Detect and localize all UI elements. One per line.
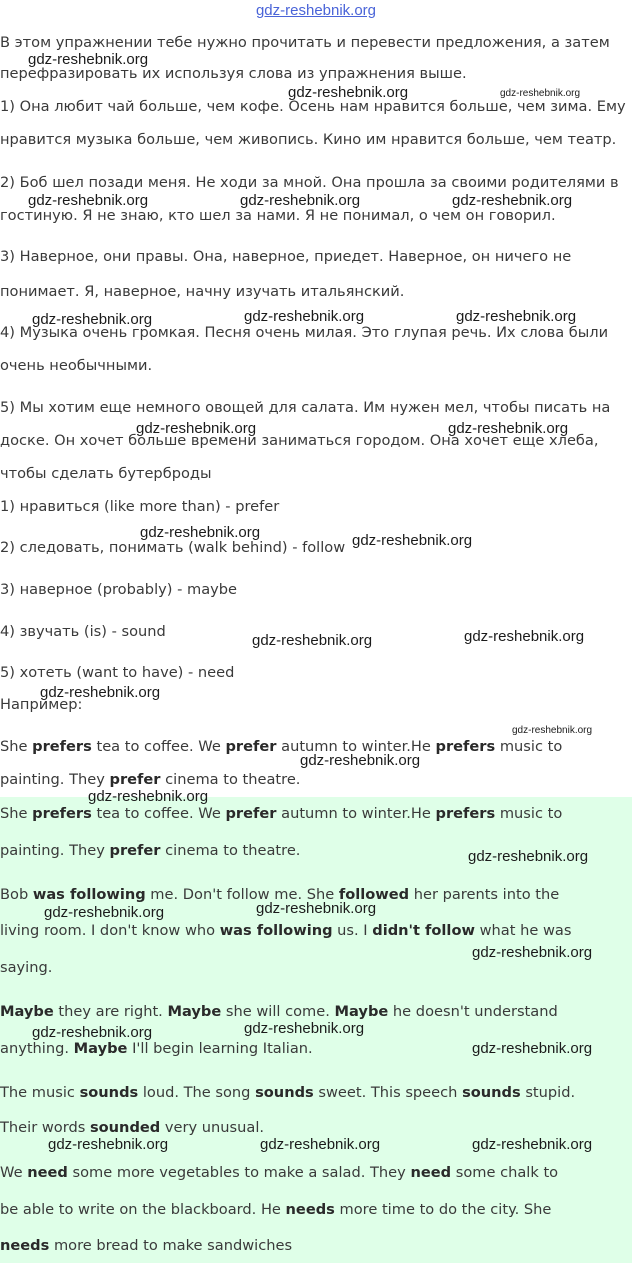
text-segment: very unusual. [160,1119,265,1136]
keyword: Maybe [0,1003,54,1020]
keyword: sounds [462,1084,521,1101]
text-segment: more bread to make sandwiches [49,1237,293,1254]
sentence-line: 1) Она любит чай больше, чем кофе. Осень нам нравится больше, чем зима. Ему [0,98,626,115]
text-segment: some chalk to [451,1164,559,1181]
watermark: gdz-reshebnik.org [456,308,577,325]
sentence-line: чтобы сделать бутерброды [0,465,212,482]
text-segment: She [0,738,33,755]
sentence-line: понимает. Я, наверное, начну изучать итальянский. [0,283,405,300]
watermark: gdz-reshebnik.org [260,1136,381,1153]
watermark: gdz-reshebnik.org [28,192,149,209]
text-segment: painting. They [0,771,110,788]
answer-line [0,1082,632,1104]
watermark: gdz-reshebnik.org [40,684,161,701]
text-segment: autumn to winter.He [276,738,436,755]
text-segment: tea to coffee. We [91,738,226,755]
watermark: gdz-reshebnik.org [472,944,593,961]
sentence-line: 2) Боб шел позади меня. Не ходи за мной. Она прошла за своими родителями в [0,174,619,191]
sentence-line: гостиную. Я не знаю, кто шел за нами. Я не понимал, о чем он говорил. [0,207,556,224]
keyword: prefers [435,805,496,822]
keyword: sounds [255,1084,314,1101]
keyword: needs [0,1237,50,1254]
text-segment: some more vegetables to make a salad. They [67,1164,411,1181]
text-segment: music to [495,738,563,755]
answer-line [0,1162,632,1184]
text-segment: her parents into the [409,886,560,903]
keyword: prefers [32,805,92,822]
text-segment: She [0,805,33,822]
keyword: need [410,1164,452,1181]
text-segment: painting. They [0,842,110,859]
sentence-line: 5) Мы хотим еще немного овощей для салата. Им нужен мел, чтобы писать на [0,399,611,416]
text-segment: what he was [474,922,572,939]
watermark: gdz-reshebnik.org [32,311,153,328]
watermark: gdz-reshebnik.org [244,1020,365,1037]
text-segment: stupid. [520,1084,576,1101]
keyword: sounded [89,1119,161,1136]
vocab-item: 5) хотеть (want to have) - need [0,664,235,681]
keyword: prefer [109,771,161,788]
watermark: gdz-reshebnik.org [452,192,573,209]
text-segment: me. Don't follow me. She [145,886,339,903]
text-segment: Bob [0,886,33,903]
text-segment: tea to coffee. We [91,805,226,822]
watermark: gdz-reshebnik.org [256,900,377,917]
text-segment: I'll begin learning Italian. [127,1040,313,1057]
text-segment: more time to do the city. She [334,1201,552,1218]
keyword: was following [32,886,146,903]
keyword: was following [219,922,333,939]
keyword: prefer [225,738,277,755]
watermark: gdz-reshebnik.org [28,51,149,68]
watermark: gdz-reshebnik.org [464,628,585,645]
text-segment: autumn to winter.He [276,805,436,822]
keyword: followed [338,886,410,903]
text-segment: loud. The song [138,1084,256,1101]
text-segment: living room. I don't know who [0,922,220,939]
text-segment: he doesn't understand [388,1003,558,1020]
keyword: prefer [109,842,161,859]
watermark: gdz-reshebnik.org [244,308,365,325]
text-segment: cinema to theatre. [160,842,301,859]
sentence-line: очень необычными. [0,357,153,374]
watermark: gdz-reshebnik.org [500,88,581,99]
answer-line [0,1199,632,1221]
text-segment: sweet. This speech [313,1084,463,1101]
text-segment: We [0,1164,28,1181]
watermark: gdz-reshebnik.org [300,752,421,769]
answer-line [0,803,632,825]
keyword: prefers [435,738,496,755]
vocab-item: 1) нравиться (like more than) - prefer [0,498,280,515]
keyword: Maybe [334,1003,389,1020]
keyword: need [27,1164,68,1181]
sentence-line: нравится музыка больше, чем живопись. Кино им нравится больше, чем театр. [0,131,617,148]
watermark: gdz-reshebnik.org [140,524,261,541]
watermark: gdz-reshebnik.org [48,1136,169,1153]
watermark: gdz-reshebnik.org [472,1040,593,1057]
sentence-line: доске. Он хочет больше времени заниматься городом. Она хочет еще хлеба, [0,432,599,449]
watermark: gdz-reshebnik.org [288,84,409,101]
watermark: gdz-reshebnik.org [32,1024,153,1041]
site-header-link[interactable]: gdz-reshebnik.org [255,2,377,19]
sentence-line: 3) Наверное, они правы. Она, наверное, приедет. Наверное, он ничего не [0,248,572,265]
intro-line: В этом упражнении тебе нужно прочитать и перевести предложения, а затем [0,34,610,51]
keyword: prefers [32,738,92,755]
text-segment: saying. [0,959,53,976]
text-segment: they are right. [53,1003,168,1020]
watermark: gdz-reshebnik.org [136,420,257,437]
watermark: gdz-reshebnik.org [352,532,473,549]
watermark: gdz-reshebnik.org [468,848,589,865]
text-segment: Their words [0,1119,90,1136]
keyword: sounds [79,1084,139,1101]
keyword: Maybe [167,1003,222,1020]
text-segment: she will come. [221,1003,335,1020]
keyword: needs [285,1201,335,1218]
intro-line: перефразировать их используя слова из упражнения выше. [0,65,467,82]
watermark: gdz-reshebnik.org [512,725,593,736]
example-label: Например: [0,696,83,713]
sentence-line: 4) Музыка очень громкая. Песня очень милая. Это глупая речь. Их слова были [0,324,609,341]
answer-line [0,1235,632,1257]
watermark: gdz-reshebnik.org [88,788,209,805]
vocab-item: 2) следовать, понимать (walk behind) - follow [0,539,346,556]
vocab-item: 3) наверное (probably) - maybe [0,581,238,598]
keyword: didn't follow [372,922,475,939]
text-segment: cinema to theatre. [160,771,301,788]
text-segment: The music [0,1084,80,1101]
text-segment: anything. [0,1040,74,1057]
text-segment: be able to write on the blackboard. He [0,1201,286,1218]
answer-line [0,920,632,942]
watermark: gdz-reshebnik.org [240,192,361,209]
watermark: gdz-reshebnik.org [252,632,373,649]
keyword: Maybe [73,1040,128,1057]
watermark: gdz-reshebnik.org [472,1136,593,1153]
text-segment: us. I [332,922,373,939]
watermark: gdz-reshebnik.org [44,904,165,921]
watermark: gdz-reshebnik.org [448,420,569,437]
vocab-item: 4) звучать (is) - sound [0,623,166,640]
text-segment: music to [495,805,563,822]
keyword: prefer [225,805,277,822]
